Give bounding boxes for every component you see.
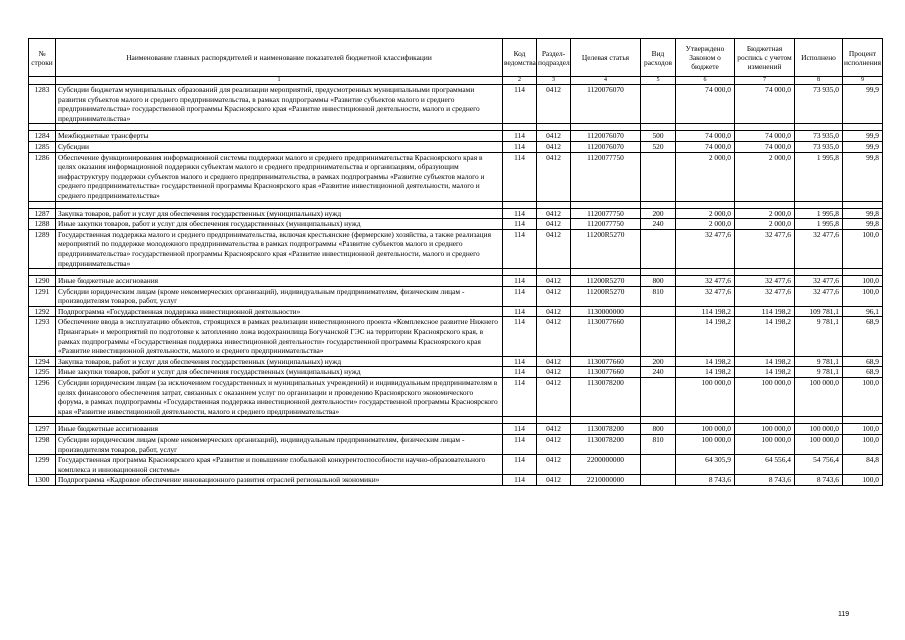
row-ved: 114	[503, 367, 537, 378]
table-row	[29, 219, 883, 230]
row-ved: 114	[503, 131, 537, 142]
row-percent: 100,0	[843, 276, 883, 287]
row-percent: 99,8	[843, 152, 883, 201]
table-row	[29, 455, 883, 475]
row-spacer	[29, 124, 883, 131]
row-approved: 14 198,2	[676, 317, 735, 356]
row-name: Государственная поддержка малого и среднего предпринимательства, включая крестьянские (фермерские) хозяйства, а также реализация мероприятий по поддержке молодежного предпринимательства в рамках подпрограммы «Развитие субъектов малого и среднего предпринимательства» государственной программы Красноярского края «Развитие инвестиционной деятельности, малого и среднего предпринимательства»	[56, 229, 503, 268]
spacer-cell	[537, 269, 571, 276]
row-razdel: 0412	[537, 131, 571, 142]
row-expense-type: 200	[641, 356, 676, 367]
row-ved: 114	[503, 356, 537, 367]
header-razdel: Раздел-подраздел	[537, 39, 571, 77]
spacer-cell	[571, 201, 641, 208]
spacer-cell	[571, 269, 641, 276]
index-cell: 7	[735, 77, 795, 85]
row-executed: 1 995,8	[795, 219, 843, 230]
row-name: Закупка товаров, работ и услуг для обеспечения государственных (муниципальных) нужд	[56, 208, 503, 219]
row-percent: 68,9	[843, 317, 883, 356]
index-cell: 3	[537, 77, 571, 85]
table-row	[29, 306, 883, 317]
row-name: Субсидии юридическим лицам (кроме некоммерческих организаций), индивидуальным предпринимателям, физическим лицам - производителям товаров, работ, услуг	[56, 435, 503, 455]
spacer-cell	[676, 201, 735, 208]
row-spacer	[29, 417, 883, 424]
row-razdel: 0412	[537, 317, 571, 356]
header-ved: Код ведомства	[503, 39, 537, 77]
row-expense-type: 240	[641, 367, 676, 378]
spacer-cell	[29, 124, 56, 131]
row-budget-list: 32 477,6	[735, 276, 795, 287]
row-razdel: 0412	[537, 356, 571, 367]
row-razdel: 0412	[537, 219, 571, 230]
row-razdel: 0412	[537, 276, 571, 287]
row-razdel: 0412	[537, 378, 571, 417]
row-expense-type: 810	[641, 435, 676, 455]
row-budget-list: 32 477,6	[735, 229, 795, 268]
row-budget-list: 14 198,2	[735, 367, 795, 378]
row-number: 1283	[29, 85, 56, 124]
row-number: 1293	[29, 317, 56, 356]
table-row	[29, 435, 883, 455]
row-razdel: 0412	[537, 455, 571, 475]
index-row	[29, 77, 883, 85]
spacer-cell	[795, 417, 843, 424]
row-target-article: 11200R5270	[571, 229, 641, 268]
row-ved: 114	[503, 141, 537, 152]
spacer-cell	[503, 417, 537, 424]
table-row	[29, 356, 883, 367]
row-executed: 8 743,6	[795, 475, 843, 486]
row-expense-type	[641, 152, 676, 201]
row-approved: 32 477,6	[676, 229, 735, 268]
row-budget-list: 64 556,4	[735, 455, 795, 475]
row-executed: 1 995,8	[795, 208, 843, 219]
row-number: 1289	[29, 229, 56, 268]
row-expense-type: 500	[641, 131, 676, 142]
spacer-cell	[503, 124, 537, 131]
row-razdel: 0412	[537, 286, 571, 306]
spacer-cell	[843, 269, 883, 276]
row-name: Подпрограмма «Государственная поддержка инвестиционной деятельности»	[56, 306, 503, 317]
row-executed: 1 995,8	[795, 152, 843, 201]
spacer-cell	[676, 417, 735, 424]
row-budget-list: 100 000,0	[735, 378, 795, 417]
row-approved: 14 198,2	[676, 367, 735, 378]
row-executed: 9 781,1	[795, 317, 843, 356]
row-expense-type: 800	[641, 276, 676, 287]
row-target-article: 1130077660	[571, 356, 641, 367]
row-spacer	[29, 269, 883, 276]
row-number: 1284	[29, 131, 56, 142]
budget-table-sheet	[28, 38, 882, 486]
row-ved: 114	[503, 286, 537, 306]
row-percent: 100,0	[843, 435, 883, 455]
header-proc: Процент исполнения	[843, 39, 883, 77]
row-expense-type	[641, 306, 676, 317]
index-cell: 1	[56, 77, 503, 85]
row-name: Иные бюджетные ассигнования	[56, 424, 503, 435]
row-razdel: 0412	[537, 152, 571, 201]
row-target-article: 1120076070	[571, 131, 641, 142]
row-name: Иные закупки товаров, работ и услуг для обеспечения государственных (муниципальных) нужд	[56, 219, 503, 230]
spacer-cell	[503, 201, 537, 208]
row-ved: 114	[503, 317, 537, 356]
row-approved: 100 000,0	[676, 424, 735, 435]
header-utv: Утверждено Законом о бюджете	[676, 39, 735, 77]
header-row	[29, 39, 883, 77]
row-expense-type	[641, 85, 676, 124]
row-target-article: 1130078200	[571, 435, 641, 455]
row-number: 1296	[29, 378, 56, 417]
row-percent: 100,0	[843, 424, 883, 435]
row-percent: 99,8	[843, 219, 883, 230]
row-razdel: 0412	[537, 306, 571, 317]
row-approved: 2 000,0	[676, 219, 735, 230]
spacer-cell	[56, 417, 503, 424]
row-razdel: 0412	[537, 367, 571, 378]
row-approved: 100 000,0	[676, 435, 735, 455]
spacer-cell	[29, 417, 56, 424]
row-budget-list: 14 198,2	[735, 356, 795, 367]
row-budget-list: 74 000,0	[735, 131, 795, 142]
row-expense-type: 520	[641, 141, 676, 152]
index-cell: 2	[503, 77, 537, 85]
row-number: 1287	[29, 208, 56, 219]
index-cell	[29, 77, 56, 85]
table-row	[29, 378, 883, 417]
row-target-article: 1120077750	[571, 219, 641, 230]
row-approved: 100 000,0	[676, 378, 735, 417]
spacer-cell	[795, 201, 843, 208]
spacer-cell	[29, 201, 56, 208]
row-budget-list: 2 000,0	[735, 152, 795, 201]
row-target-article: 2200000000	[571, 455, 641, 475]
row-name: Подпрограмма «Кадровое обеспечение инновационного развития отраслей региональной экономики»	[56, 475, 503, 486]
table-row	[29, 475, 883, 486]
row-ved: 114	[503, 475, 537, 486]
page-number: 119	[838, 611, 850, 618]
index-cell: 4	[571, 77, 641, 85]
row-executed: 9 781,1	[795, 356, 843, 367]
spacer-cell	[676, 269, 735, 276]
row-target-article: 2210000000	[571, 475, 641, 486]
index-cell: 9	[843, 77, 883, 85]
row-razdel: 0412	[537, 208, 571, 219]
row-budget-list: 100 000,0	[735, 424, 795, 435]
row-percent: 100,0	[843, 229, 883, 268]
row-number: 1286	[29, 152, 56, 201]
row-name: Субсидии бюджетам муниципальных образований для реализации мероприятий, предусмотренных муниципальными программами развития субъектов малого и среднего предпринимательства, в рамках подпрограммы «Развитие субъектов малого и среднего предпринимательства» государственной программы Красноярского края «Развитие инвестиционной деятельности, малого и среднего предпринимательства»	[56, 85, 503, 124]
row-expense-type: 810	[641, 286, 676, 306]
header-cs: Целевая статья	[571, 39, 641, 77]
row-ved: 114	[503, 378, 537, 417]
index-cell: 5	[641, 77, 676, 85]
spacer-cell	[56, 124, 503, 131]
row-razdel: 0412	[537, 85, 571, 124]
index-cell: 8	[795, 77, 843, 85]
row-approved: 74 000,0	[676, 85, 735, 124]
spacer-cell	[735, 201, 795, 208]
row-razdel: 0412	[537, 475, 571, 486]
spacer-cell	[56, 269, 503, 276]
row-percent: 100,0	[843, 475, 883, 486]
row-target-article: 1120077750	[571, 152, 641, 201]
spacer-cell	[641, 124, 676, 131]
spacer-cell	[795, 269, 843, 276]
row-number: 1298	[29, 435, 56, 455]
row-ved: 114	[503, 424, 537, 435]
row-approved: 2 000,0	[676, 208, 735, 219]
row-expense-type	[641, 229, 676, 268]
table-row	[29, 208, 883, 219]
row-percent: 99,8	[843, 208, 883, 219]
row-spacer	[29, 201, 883, 208]
table-row	[29, 141, 883, 152]
row-percent: 99,9	[843, 131, 883, 142]
row-name: Государственная программа Красноярского края «Развитие и повышение глобальной конкурентоспособности научно-образовательного комплекса и инновационной системы»	[56, 455, 503, 475]
spacer-cell	[843, 124, 883, 131]
row-approved: 8 743,6	[676, 475, 735, 486]
spacer-cell	[571, 417, 641, 424]
row-ved: 114	[503, 435, 537, 455]
row-target-article: 1130077660	[571, 317, 641, 356]
row-percent: 84,8	[843, 455, 883, 475]
row-approved: 114 198,2	[676, 306, 735, 317]
table-row	[29, 131, 883, 142]
row-expense-type: 200	[641, 208, 676, 219]
row-budget-list: 114 198,2	[735, 306, 795, 317]
spacer-cell	[735, 269, 795, 276]
row-expense-type	[641, 475, 676, 486]
table-row	[29, 229, 883, 268]
spacer-cell	[735, 417, 795, 424]
row-razdel: 0412	[537, 424, 571, 435]
row-target-article: 1120076070	[571, 85, 641, 124]
row-percent: 100,0	[843, 378, 883, 417]
row-approved: 74 000,0	[676, 131, 735, 142]
row-target-article: 11200R5270	[571, 286, 641, 306]
row-percent: 96,1	[843, 306, 883, 317]
row-approved: 64 305,9	[676, 455, 735, 475]
row-ved: 114	[503, 219, 537, 230]
row-number: 1292	[29, 306, 56, 317]
row-executed: 109 781,1	[795, 306, 843, 317]
table-row	[29, 317, 883, 356]
row-approved: 74 000,0	[676, 141, 735, 152]
row-expense-type	[641, 378, 676, 417]
spacer-cell	[571, 124, 641, 131]
row-ved: 114	[503, 152, 537, 201]
row-expense-type	[641, 455, 676, 475]
row-target-article: 1130000000	[571, 306, 641, 317]
row-name: Иные закупки товаров, работ и услуг для обеспечения государственных (муниципальных) нужд	[56, 367, 503, 378]
spacer-cell	[503, 269, 537, 276]
row-ved: 114	[503, 455, 537, 475]
row-executed: 73 935,0	[795, 131, 843, 142]
row-budget-list: 2 000,0	[735, 208, 795, 219]
spacer-cell	[676, 124, 735, 131]
spacer-cell	[537, 201, 571, 208]
row-executed: 100 000,0	[795, 424, 843, 435]
row-executed: 9 781,1	[795, 367, 843, 378]
header-isp: Исполнено	[795, 39, 843, 77]
header-num: № строки	[29, 39, 56, 77]
row-percent: 68,9	[843, 356, 883, 367]
index-cell: 6	[676, 77, 735, 85]
row-number: 1291	[29, 286, 56, 306]
row-budget-list: 32 477,6	[735, 286, 795, 306]
budget-table	[28, 38, 883, 486]
row-name: Иные бюджетные ассигнования	[56, 276, 503, 287]
row-number: 1294	[29, 356, 56, 367]
row-razdel: 0412	[537, 229, 571, 268]
row-percent: 99,9	[843, 141, 883, 152]
row-ved: 114	[503, 85, 537, 124]
row-approved: 32 477,6	[676, 276, 735, 287]
row-budget-list: 74 000,0	[735, 141, 795, 152]
spacer-cell	[843, 201, 883, 208]
spacer-cell	[843, 417, 883, 424]
row-target-article: 1120076070	[571, 141, 641, 152]
table-row	[29, 367, 883, 378]
header-name: Наименование главных распорядителей и наименование показателей бюджетной классификации	[56, 39, 503, 77]
row-target-article: 1130078200	[571, 378, 641, 417]
spacer-cell	[641, 201, 676, 208]
row-number: 1299	[29, 455, 56, 475]
row-name: Закупка товаров, работ и услуг для обеспечения государственных (муниципальных) нужд	[56, 356, 503, 367]
row-budget-list: 14 198,2	[735, 317, 795, 356]
row-target-article: 1130078200	[571, 424, 641, 435]
row-name: Межбюджетные трансферты	[56, 131, 503, 142]
row-executed: 54 756,4	[795, 455, 843, 475]
row-approved: 2 000,0	[676, 152, 735, 201]
row-name: Субсидии	[56, 141, 503, 152]
row-razdel: 0412	[537, 141, 571, 152]
row-name: Обеспечение ввода в эксплуатацию объектов, строящихся в рамках реализации инвестиционного проекта «Комплексное развитие Нижнего Приангарья» и мероприятий по подготовке к затоплению ложа водохранилища Богучанской ГЭС на территории Красноярского края, в рамках подпрограммы «Государственная поддержка инвестиционной деятельности» государственной программы Красноярского края «Развитие инвестиционной деятельности, малого и среднего предпринимательства»	[56, 317, 503, 356]
row-executed: 73 935,0	[795, 85, 843, 124]
row-target-article: 1120077750	[571, 208, 641, 219]
row-budget-list: 2 000,0	[735, 219, 795, 230]
table-row	[29, 286, 883, 306]
row-budget-list: 8 743,6	[735, 475, 795, 486]
table-row	[29, 85, 883, 124]
row-name: Обеспечение функционирования информационной системы поддержки малого и среднего предпринимательства Красноярского края в целях оказания информационной поддержки субъектам малого и среднего предпринимательства и организациям, образующим инфраструктуру поддержки субъектов малого и среднего предпринимательства, в рамках подпрограммы «Развитие субъектов малого и среднего предпринимательства» государственной программы Красноярского края «Развитие инвестиционной деятельности, малого и среднего предпринимательства»	[56, 152, 503, 201]
row-name: Субсидии юридическим лицам (кроме некоммерческих организаций), индивидуальным предпринимателям, физическим лицам - производителям товаров, работ, услуг	[56, 286, 503, 306]
header-rosp: Бюджетная роспись с учетом изменений	[735, 39, 795, 77]
row-budget-list: 74 000,0	[735, 85, 795, 124]
row-executed: 32 477,6	[795, 276, 843, 287]
spacer-cell	[537, 417, 571, 424]
row-executed: 32 477,6	[795, 229, 843, 268]
spacer-cell	[735, 124, 795, 131]
row-number: 1297	[29, 424, 56, 435]
row-percent: 68,9	[843, 367, 883, 378]
row-percent: 100,0	[843, 286, 883, 306]
row-target-article: 1130077660	[571, 367, 641, 378]
row-ved: 114	[503, 208, 537, 219]
row-ved: 114	[503, 276, 537, 287]
row-target-article: 11200R5270	[571, 276, 641, 287]
spacer-cell	[537, 124, 571, 131]
row-number: 1290	[29, 276, 56, 287]
row-number: 1295	[29, 367, 56, 378]
table-row	[29, 152, 883, 201]
spacer-cell	[56, 201, 503, 208]
row-razdel: 0412	[537, 435, 571, 455]
row-approved: 14 198,2	[676, 356, 735, 367]
table-row	[29, 276, 883, 287]
row-expense-type	[641, 317, 676, 356]
spacer-cell	[29, 269, 56, 276]
row-expense-type: 240	[641, 219, 676, 230]
row-name: Субсидии юридическим лицам (за исключением государственных и муниципальных учреждений) и индивидуальным предпринимателям в целях финансового обеспечения затрат, связанных с оказанием услуг по организации и проведению Красноярского экономического форума, в рамках подпрограммы «Государственная поддержка инвестиционной деятельности» государственной программы Красноярского края «Развитие инвестиционной деятельности, малого и среднего предпринимательства»	[56, 378, 503, 417]
table-body	[29, 85, 883, 486]
header-vr: Вид расходов	[641, 39, 676, 77]
row-ved: 114	[503, 229, 537, 268]
row-expense-type: 800	[641, 424, 676, 435]
spacer-cell	[795, 124, 843, 131]
row-number: 1285	[29, 141, 56, 152]
spacer-cell	[641, 417, 676, 424]
row-percent: 99,9	[843, 85, 883, 124]
row-executed: 32 477,6	[795, 286, 843, 306]
table-row	[29, 424, 883, 435]
row-approved: 32 477,6	[676, 286, 735, 306]
row-number: 1288	[29, 219, 56, 230]
row-executed: 73 935,0	[795, 141, 843, 152]
row-executed: 100 000,0	[795, 435, 843, 455]
row-ved: 114	[503, 306, 537, 317]
row-budget-list: 100 000,0	[735, 435, 795, 455]
row-number: 1300	[29, 475, 56, 486]
row-executed: 100 000,0	[795, 378, 843, 417]
spacer-cell	[641, 269, 676, 276]
